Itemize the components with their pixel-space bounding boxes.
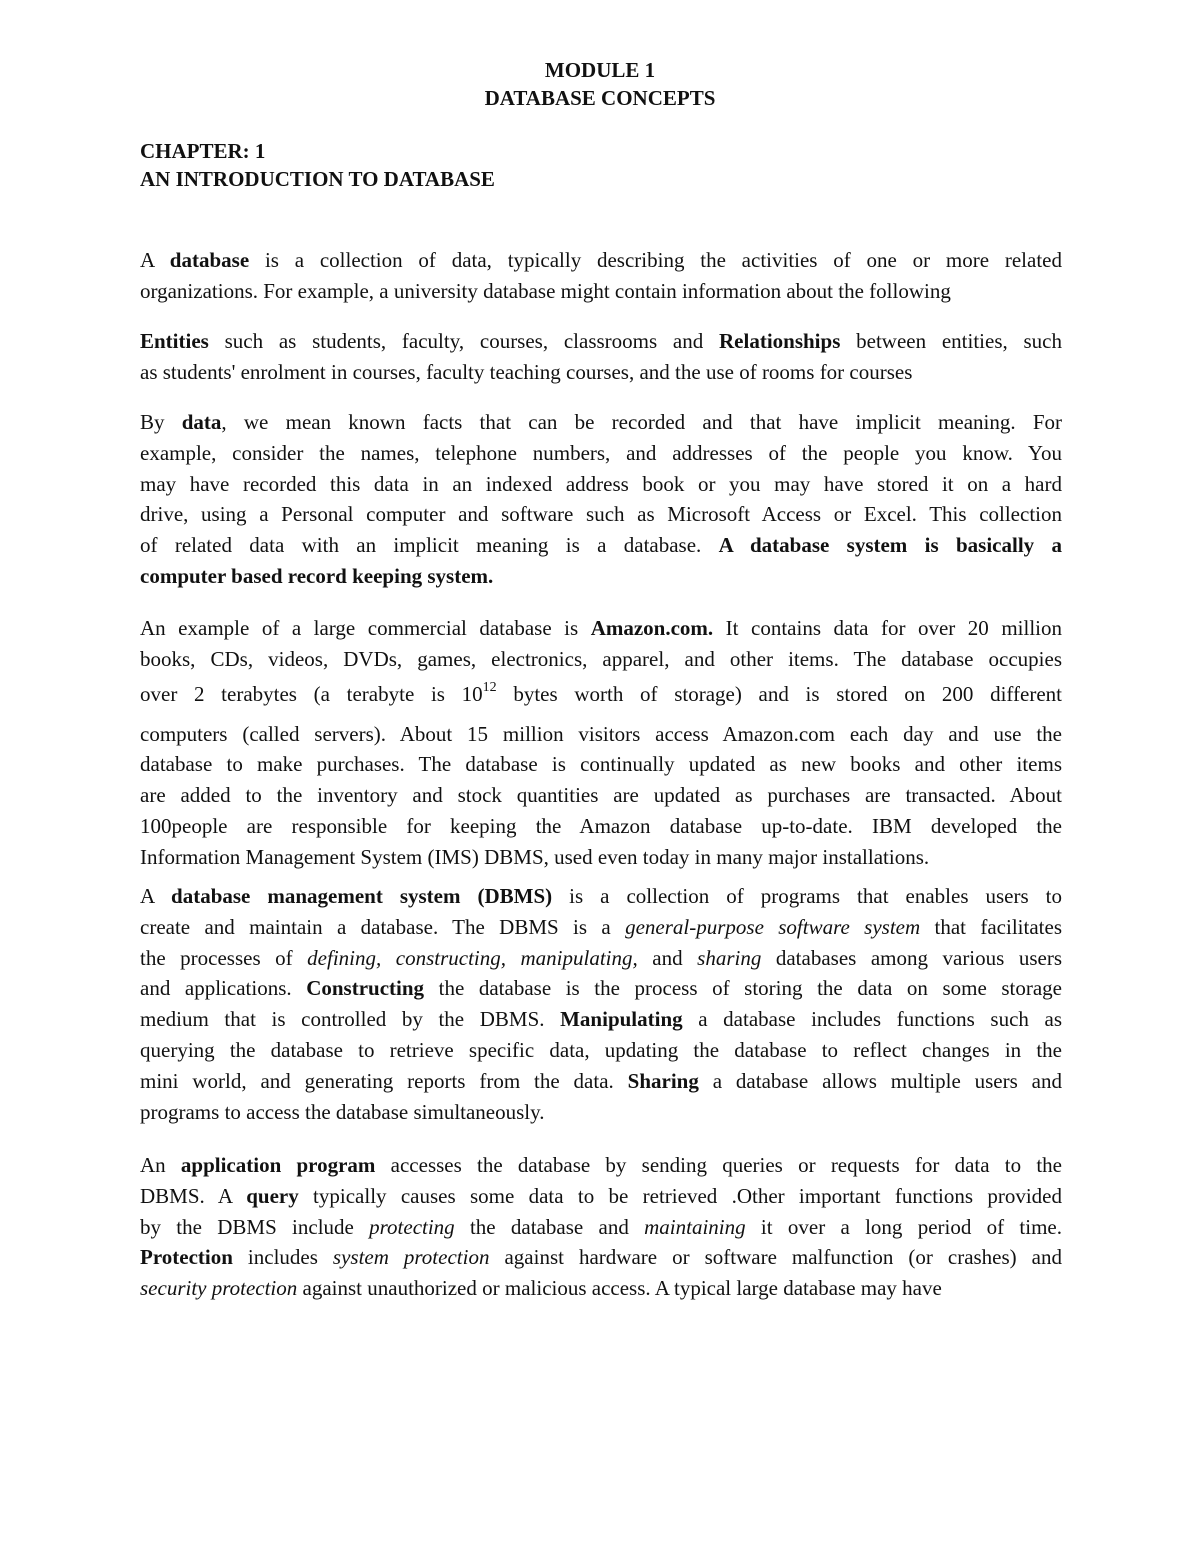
text-line: Protection includes system protection against hardware or software malfunction (or crashes) and	[140, 1245, 1063, 1270]
text-line: are added to the inventory and stock quantities are updated as purchases are transacted. About	[140, 783, 1062, 808]
text-line: A database is a collection of data, typically describing the activities of one or more related	[140, 248, 1062, 272]
text-line: mini world, and generating reports from the data. Sharing a database allows multiple users and	[140, 1068, 1062, 1093]
text-line: as students' enrolment in courses, faculty teaching courses, and the use of rooms for courses	[140, 359, 913, 384]
chapter-title: AN INTRODUCTION TO DATABASE	[140, 167, 495, 191]
text-line: Information Management System (IMS) DBMS, used even today in many major installations.	[140, 844, 930, 869]
text-line: of related data with an implicit meaning is a database. A database system is basically a	[140, 533, 1062, 558]
text-line: security protection against unauthorized or malicious access. A typical large database may have	[140, 1276, 942, 1301]
paragraph-entities	[140, 326, 1062, 388]
module-title: MODULE 1	[544, 58, 656, 82]
text-line: books, CDs, videos, DVDs, games, electronics, apparel, and other items. The database occupies	[140, 646, 1062, 671]
text-line: database to make purchases. The database is continually updated as new books and other items	[140, 752, 1062, 777]
paragraph-dbms-definition	[140, 881, 1062, 1127]
text-line: create and maintain a database. The DBMS is a general-purpose software system that facilitates	[140, 914, 1062, 939]
paragraph-database-definition	[140, 245, 1062, 307]
text-line: programs to access the database simultaneously.	[140, 1099, 545, 1124]
text-line: A database management system (DBMS) is a collection of programs that enables users to	[140, 884, 1062, 908]
text-line: Entities such as students, faculty, courses, classrooms and Relationships between entities, such	[140, 329, 1062, 353]
text-line: and applications. Constructing the database is the process of storing the data on some storage	[140, 976, 1062, 1001]
chapter-number: CHAPTER: 1	[140, 139, 266, 163]
text-line: drive, using a Personal computer and software such as Microsoft Access or Excel. This collection	[140, 502, 1062, 527]
module-subtitle: DATABASE CONCEPTS	[484, 86, 716, 110]
text-line: An example of a large commercial database is Amazon.com. It contains data for over 20 million	[140, 616, 1062, 640]
paragraph-data-definition	[140, 407, 1062, 592]
text-line: the processes of defining, constructing, manipulating, and sharing databases among various users	[140, 945, 1062, 970]
text-line: example, consider the names, telephone numbers, and addresses of the people you know. You	[140, 440, 1062, 465]
text-line: DBMS. A query typically causes some data to be retrieved .Other important functions provided	[140, 1183, 1063, 1208]
text-line: organizations. For example, a university database might contain information about the following	[140, 278, 951, 303]
text-line: computer based record keeping system.	[140, 563, 494, 588]
text-line: computers (called servers). About 15 million visitors access Amazon.com each day and use the	[140, 721, 1062, 746]
text-line: An application program accesses the database by sending queries or requests for data to the	[140, 1153, 1063, 1177]
paragraph-amazon-example	[140, 613, 1062, 873]
text-line: over 2 terabytes (a terabyte is $10^{12}$ bytes worth of storage) and is stored on 200 different	[140, 679, 1062, 706]
text-line: 100people are responsible for keeping the Amazon database up-to-date. IBM developed the	[140, 813, 1062, 838]
text-line: by the DBMS include protecting the database and maintaining it over a long period of time.	[140, 1214, 1062, 1239]
paragraph-application-program	[140, 1150, 1062, 1304]
text-line: medium that is controlled by the DBMS. Manipulating a database includes functions such as	[140, 1007, 1062, 1032]
superscript-exponent: 12	[482, 679, 497, 695]
text-line: may have recorded this data in an indexed address book or you may have stored it on a hard	[140, 471, 1062, 496]
text-line: By data, we mean known facts that can be recorded and that have implicit meaning. For	[140, 410, 1062, 434]
text-line: querying the database to retrieve specific data, updating the database to reflect changes in the	[140, 1037, 1062, 1062]
